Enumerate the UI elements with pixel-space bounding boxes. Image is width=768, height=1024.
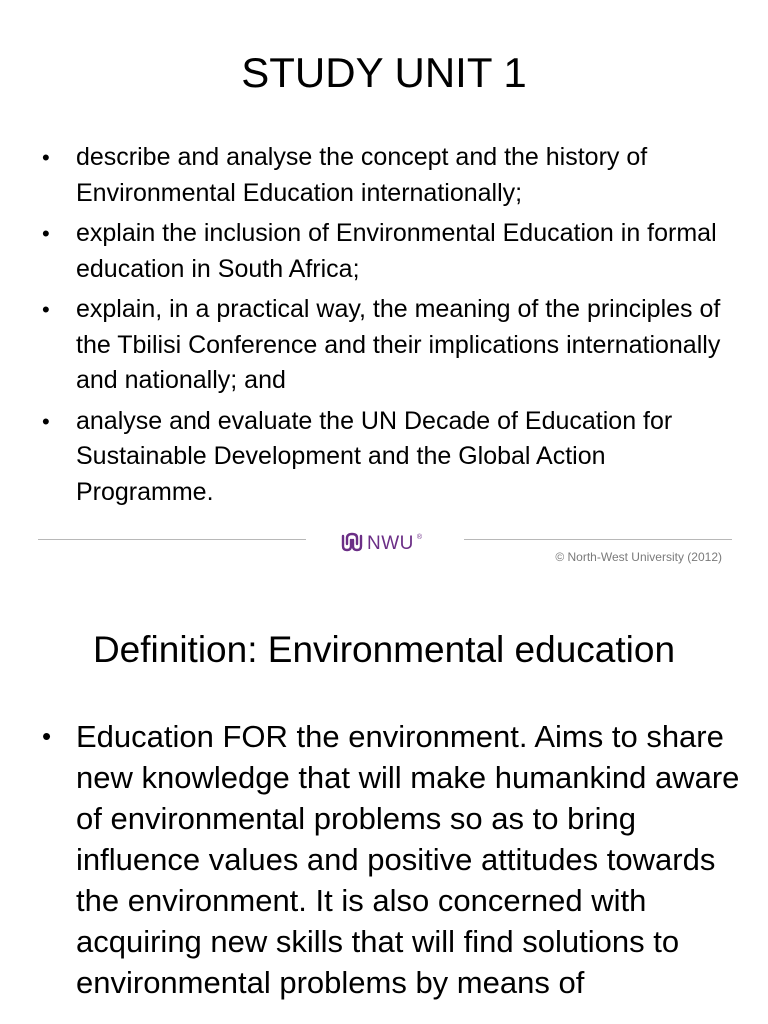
list-item: [42, 216, 742, 287]
list-item: [42, 140, 742, 211]
slide-title: STUDY UNIT 1: [241, 49, 527, 96]
slide-title: Definition: Environmental education: [92, 629, 676, 670]
nwu-logo-icon: [340, 531, 364, 558]
list-item-text: Education FOR the environment. Aims to share new knowledge that will make humankind aware of environmental problems so as to bring influence values and positive attitudes towards the environment. It is also concerned with acquiring new skills that will find solutions to environmental problems by means of: [76, 719, 740, 1000]
list-item: [42, 404, 742, 511]
list-item-text: describe and analyse the concept and the history of Environmental Education internationally;: [76, 143, 648, 207]
list-item-text: explain the inclusion of Environmental Education in formal education in South Africa;: [76, 219, 717, 283]
list-item: [42, 716, 742, 1003]
list-item-text: analyse and evaluate the UN Decade of Education for Sustainable Development and the Global Action Programme.: [76, 406, 673, 506]
registered-mark: ®: [416, 534, 423, 541]
list-item-text: explain, in a practical way, the meaning of the principles of the Tbilisi Conference and their implications internationally and nationally; and: [76, 295, 721, 394]
bullet-icon: •: [42, 221, 50, 246]
bullet-icon: •: [42, 408, 50, 434]
nwu-logo: [340, 532, 422, 556]
copyright-notice: © North-West University (2012): [555, 550, 722, 564]
bullet-icon: •: [42, 145, 50, 170]
bullet-icon: •: [42, 297, 50, 322]
definition-list: [42, 716, 742, 1003]
slide-definition: [0, 580, 768, 1024]
list-item: [42, 292, 742, 399]
footer-divider-right: [464, 539, 732, 540]
bullet-icon: •: [42, 721, 52, 751]
objectives-list: [42, 140, 742, 515]
logo-text: NWU: [367, 533, 414, 554]
footer-divider-left: [38, 539, 306, 540]
